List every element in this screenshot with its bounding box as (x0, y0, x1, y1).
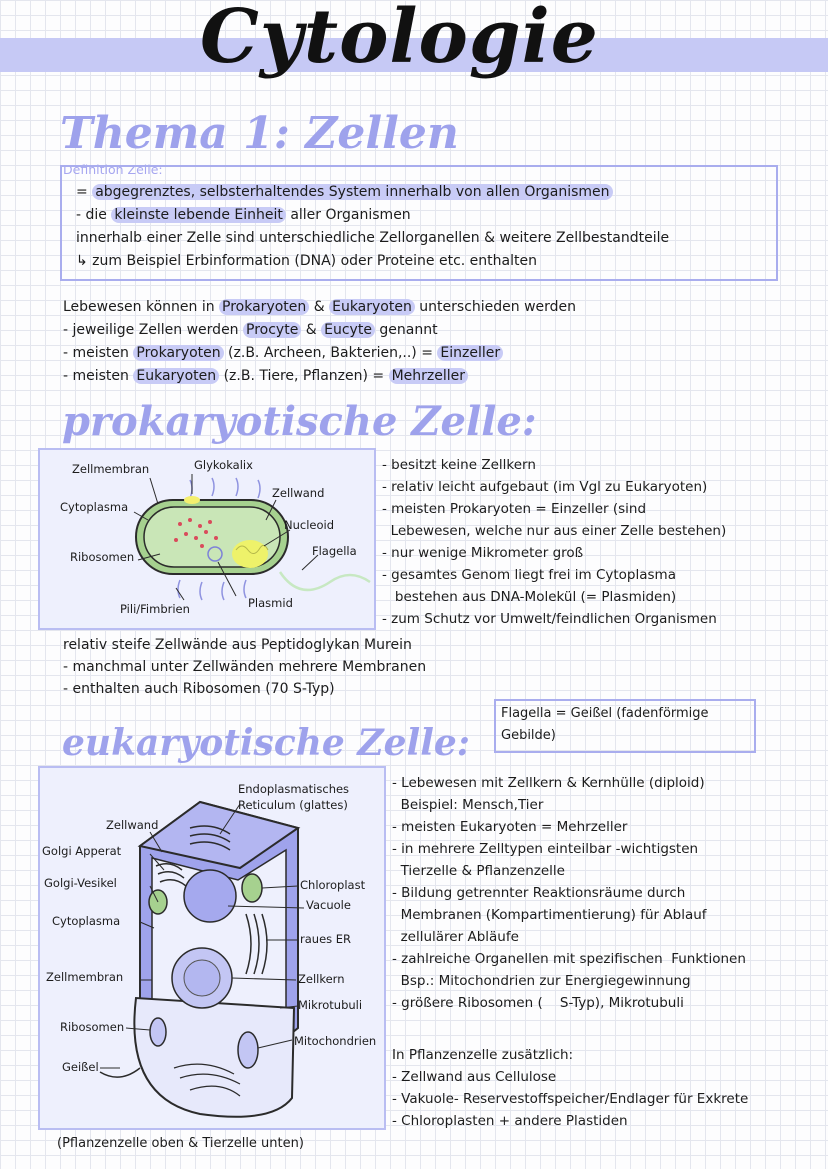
label-vacuole: Vacuole (306, 898, 351, 912)
euk-point: Tierzelle & Pflanzenzelle (392, 863, 565, 879)
eukaryotic-points (392, 772, 746, 1014)
mitochondrion-shape (150, 1018, 166, 1046)
text-fragment: unterschieden werden (414, 299, 577, 315)
label-glykokalix: Glykokalix (194, 458, 253, 472)
plant-point: - Chloroplasten + andere Plastiden (392, 1113, 628, 1129)
intro-line-4 (63, 365, 468, 387)
prok-point: - zum Schutz vor Umwelt/feindlichen Organismen (382, 611, 717, 627)
euk-point: - zahlreiche Organellen mit spezifischen Funktionen (392, 951, 746, 967)
flagella-shape (280, 572, 370, 590)
euk-point: Bsp.: Mitochondrien zur Energiegewinnung (392, 973, 691, 989)
prok-below-line: - manchmal unter Zellwänden mehrere Membranen (63, 659, 427, 675)
euk-point: - in mehrere Zelltypen einteilbar -wichtigsten (392, 841, 699, 857)
prokaryotic-heading: prokaryotische Zelle: (62, 398, 537, 445)
euk-point: - Bildung getrennter Reaktionsräume durch (392, 885, 686, 901)
flagellum-shape (100, 1068, 140, 1077)
text-fragment: - jeweilige Zellen werden (63, 322, 244, 338)
text-fragment: & (309, 299, 330, 315)
label-pili: Pili/Fimbrien (120, 602, 190, 616)
prok-point: - relativ leicht aufgebaut (im Vgl zu Eukaryoten) (382, 479, 708, 495)
definition-line-2 (76, 204, 411, 226)
text-fragment: aller Organismen (285, 207, 411, 223)
text-fragment: (z.B. Tiere, Pflanzen) = (219, 368, 389, 384)
label-golgi-vesikel: Golgi-Vesikel (44, 876, 117, 890)
definition-line-4: ↳ zum Beispiel Erbinformation (DNA) oder Proteine etc. enthalten (76, 253, 537, 269)
prok-below-line: - enthalten auch Ribosomen (70 S-Typ) (63, 681, 335, 697)
prokaryote-illustration (40, 450, 374, 628)
euk-point: - meisten Eukaryoten = Mehrzeller (392, 819, 628, 835)
prokaryotic-diagram (38, 448, 376, 630)
diagram-caption: (Pflanzenzelle oben & Tierzelle unten) (57, 1136, 304, 1151)
label-flagella: Flagella (312, 544, 357, 558)
highlight: Einzeller (437, 345, 503, 361)
prok-point: - meisten Prokaryoten = Einzeller (sind (382, 501, 647, 517)
label-raues-er: raues ER (300, 932, 352, 946)
flagella-note-line-2: Gebilde) (501, 728, 556, 743)
chloroplast-shape (242, 874, 262, 902)
euk-point: zellulärer Abläufe (392, 929, 519, 945)
euk-point: Beispiel: Mensch,Tier (392, 797, 544, 813)
label-chloroplast: Chloroplast (300, 878, 366, 892)
flagella-note-line-1: Flagella = Geißel (fadenförmige (501, 706, 709, 721)
intro-line-3 (63, 342, 503, 364)
euk-point: Membranen (Kompartimentierung) für Ablauf (392, 907, 707, 923)
highlight: Eukaryoten (329, 299, 415, 315)
definition-line-1 (76, 181, 613, 203)
text-fragment: = (76, 184, 93, 200)
mitochondrion-shape (238, 1032, 258, 1068)
plant-heading: In Pflanzenzelle zusätzlich: (392, 1047, 574, 1063)
label-cytoplasma: Cytoplasma (60, 500, 129, 514)
flagella-note-box (494, 699, 756, 753)
label-plasmid: Plasmid (248, 596, 293, 610)
highlight: Prokaryoten (133, 345, 223, 361)
label-zellmembran: Zellmembran (46, 970, 124, 984)
label-mitochondrien: Mitochondrien (294, 1034, 377, 1048)
eukaryotic-diagram (38, 766, 386, 1130)
label-zellkern: Zellkern (298, 972, 345, 986)
label-geissel: Geißel (62, 1060, 99, 1074)
definition-label: Definition Zelle: (63, 162, 163, 177)
eukaryote-illustration (40, 768, 384, 1128)
prokaryotic-points (382, 454, 726, 630)
highlight: Eukaryoten (133, 368, 219, 384)
plant-points (392, 1066, 748, 1132)
label-mikrotubuli: Mikrotubuli (298, 998, 363, 1012)
label-er: Endoplasmatisches (238, 782, 350, 796)
highlight: Prokaryoten (219, 299, 309, 315)
plant-point: - Vakuole- Reservestoffspeicher/Endlager für Exkrete (392, 1091, 749, 1107)
prok-point: - gesamtes Genom liegt frei im Cytoplasma (382, 567, 676, 583)
prokaryotic-below (63, 634, 426, 700)
highlight: abgegrenztes, selbsterhaltendes System innerhalb von allen Organismen (92, 184, 612, 200)
definition-line-3: innerhalb einer Zelle sind unterschiedliche Zellorganellen & weitere Zellbestandteile (76, 230, 670, 246)
text-fragment: Lebewesen können in (63, 299, 220, 315)
text-fragment: (z.B. Archeen, Bakterien,..) = (223, 345, 438, 361)
highlight: Eucyte (321, 322, 375, 338)
label-golgi-apperat: Golgi Apperat (42, 844, 122, 858)
prok-point: - nur wenige Mikrometer groß (382, 545, 584, 561)
text-fragment: & (301, 322, 322, 338)
animal-cell-shape (134, 998, 294, 1117)
label-ribosomen: Ribosomen (60, 1020, 125, 1034)
label-zellwand: Zellwand (272, 486, 325, 500)
label-cytoplasma: Cytoplasma (52, 914, 121, 928)
euk-point: - Lebewesen mit Zellkern & Kernhülle (diploid) (392, 775, 705, 791)
euk-point: - größere Ribosomen ( S-Typ), Mikrotubuli (392, 995, 684, 1011)
prok-below-line: relativ steife Zellwände aus Peptidoglykan Murein (63, 637, 412, 653)
prok-point: bestehen aus DNA-Molekül (= Plasmiden) (382, 589, 677, 605)
prok-point: Lebewesen, welche nur aus einer Zelle bestehen) (382, 523, 727, 539)
text-fragment: - meisten (63, 345, 134, 361)
nucleolus-shape (184, 960, 220, 996)
label-zellmembran: Zellmembran (72, 462, 150, 476)
topic-heading: Thema 1: Zellen (60, 108, 459, 159)
intro-line-1 (63, 296, 576, 318)
eukaryotic-heading: eukaryotische Zelle: (62, 722, 471, 764)
highlight: Mehrzeller (389, 368, 468, 384)
glykokalix-shape (184, 496, 200, 504)
nucleoid-shape (232, 540, 268, 568)
label-ribosomen: Ribosomen (70, 550, 135, 564)
page-title: Cytologie (200, 0, 599, 80)
label-nucleoid: Nucleoid (284, 518, 335, 532)
vacuole-shape (184, 870, 236, 922)
highlight: Procyte (243, 322, 301, 338)
text-fragment: genannt (374, 322, 438, 338)
label-er-2: Reticulum (glattes) (238, 798, 348, 812)
intro-line-2 (63, 319, 438, 341)
highlight: kleinste lebende Einheit (111, 207, 286, 223)
text-fragment: - die (76, 207, 112, 223)
plant-point: - Zellwand aus Cellulose (392, 1069, 557, 1085)
prok-point: - besitzt keine Zellkern (382, 457, 536, 473)
label-zellwand: Zellwand (106, 818, 159, 832)
text-fragment: - meisten (63, 368, 134, 384)
